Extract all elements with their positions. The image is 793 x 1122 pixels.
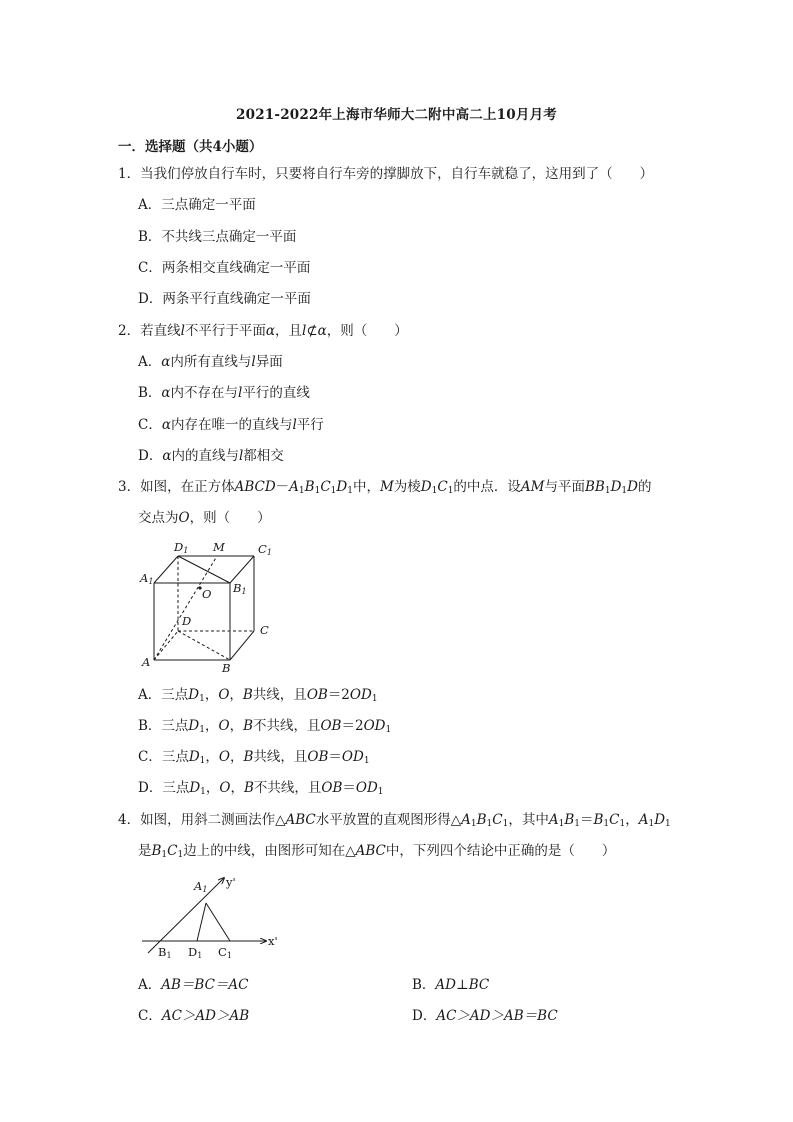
label-o: O xyxy=(202,587,212,601)
q2-option-c[interactable]: C．α内存在唯一的直线与l平行 xyxy=(138,417,324,433)
label-d1: D1 xyxy=(174,540,189,555)
question-4-stem: 4．如图，用斜二测画法作△ABC水平放置的直观图形得$\triangle A_1B_1C_1$，其中$A_1B_1=B_1C_1$，$A_1D_1$ xyxy=(118,812,671,829)
q4-option-a[interactable]: A．AB＝BC＝AC xyxy=(138,977,249,993)
label-c: C xyxy=(260,623,269,637)
q1-option-b[interactable]: B．不共线三点确定一平面 xyxy=(138,229,297,245)
diagonal-db-hidden xyxy=(178,631,230,660)
median-a1d1 xyxy=(197,903,206,941)
edge-bc xyxy=(230,631,254,660)
label-b: B xyxy=(222,661,231,675)
label-b1: B1 xyxy=(233,581,247,596)
edge-ad-hidden xyxy=(154,631,178,660)
label-d1: D1 xyxy=(188,945,203,960)
label-c1: C1 xyxy=(258,542,272,557)
label-x-prime: x' xyxy=(268,934,278,948)
label-y-prime: y' xyxy=(226,875,236,889)
label-a1: A1 xyxy=(194,879,208,894)
q2-option-a[interactable]: A．α内所有直线与l异面 xyxy=(138,354,283,370)
question-3-stem: 3．如图，在正方体$ABCD-A_1B_1C_1D_1$中，M为棱$D_1C_1$的中点．设AM与平面$BB_1D_1D$的 xyxy=(118,479,652,496)
label-a: A xyxy=(142,655,151,669)
q4-option-c[interactable]: C．AC＞AD＞AB xyxy=(138,1008,250,1024)
question-1-stem xyxy=(118,165,653,183)
question-text: 当我们停放自行车时，只要将自行车旁的撑脚放下，自行车就稳了，这用到了（ ） xyxy=(140,166,654,182)
q1-option-c[interactable]: C．两条相交直线确定一平面 xyxy=(138,260,311,276)
cube-figure xyxy=(130,536,290,678)
question-2-stem: 2．若直线l不平行于平面α，且l⊄α，则（ ） xyxy=(118,323,408,339)
label-a1: A1 xyxy=(140,571,154,586)
label-m: M xyxy=(213,540,225,554)
label-c1: C1 xyxy=(218,945,232,960)
edge-b1c1 xyxy=(230,556,254,583)
question-4-stem-line2: 是$B_1C_1$边上的中线，由图形可知在△ABC中，下列四个结论中正确的是（ ） xyxy=(138,843,616,860)
q3-option-c[interactable]: C．三点$D_1$，O，B共线，且$OB=OD_1$ xyxy=(138,749,370,766)
q3-option-d[interactable]: D．三点$D_1$，O，B不共线，且$OB=OD_1$ xyxy=(138,780,384,797)
oblique-figure xyxy=(138,868,298,964)
question-number: 1． xyxy=(118,166,141,182)
q4-option-b[interactable]: B．AD⊥BC xyxy=(412,977,490,993)
label-b1: B1 xyxy=(158,945,172,960)
question-3-stem-line2: 交点为O，则（ ） xyxy=(138,510,271,526)
edge-d1b1 xyxy=(178,556,230,583)
exam-title: 2021-2022年上海市华师大二附中高二上10月月考 xyxy=(236,107,557,123)
q3-option-b[interactable]: B．三点$D_1$，O，B不共线，且$OB=2OD_1$ xyxy=(138,718,392,735)
q2-option-b[interactable]: B．α内不存在与l平行的直线 xyxy=(138,385,310,401)
q1-option-d[interactable]: D．两条平行直线确定一平面 xyxy=(138,291,311,307)
side-a1c1 xyxy=(206,903,230,941)
q4-option-d[interactable]: D．AC＞AD＞AB＝BC xyxy=(412,1008,558,1024)
edge-a1d1 xyxy=(154,556,178,583)
q3-option-a[interactable]: A．三点$D_1$，O，B共线，且$OB=2OD_1$ xyxy=(138,687,378,704)
label-d: D xyxy=(182,614,192,628)
y-axis xyxy=(148,878,224,953)
q2-option-d[interactable]: D．α内的直线与l都相交 xyxy=(138,448,284,464)
section-heading: 一．选择题（共4小题） xyxy=(118,139,263,155)
q1-option-a[interactable]: A．三点确定一平面 xyxy=(138,197,256,213)
